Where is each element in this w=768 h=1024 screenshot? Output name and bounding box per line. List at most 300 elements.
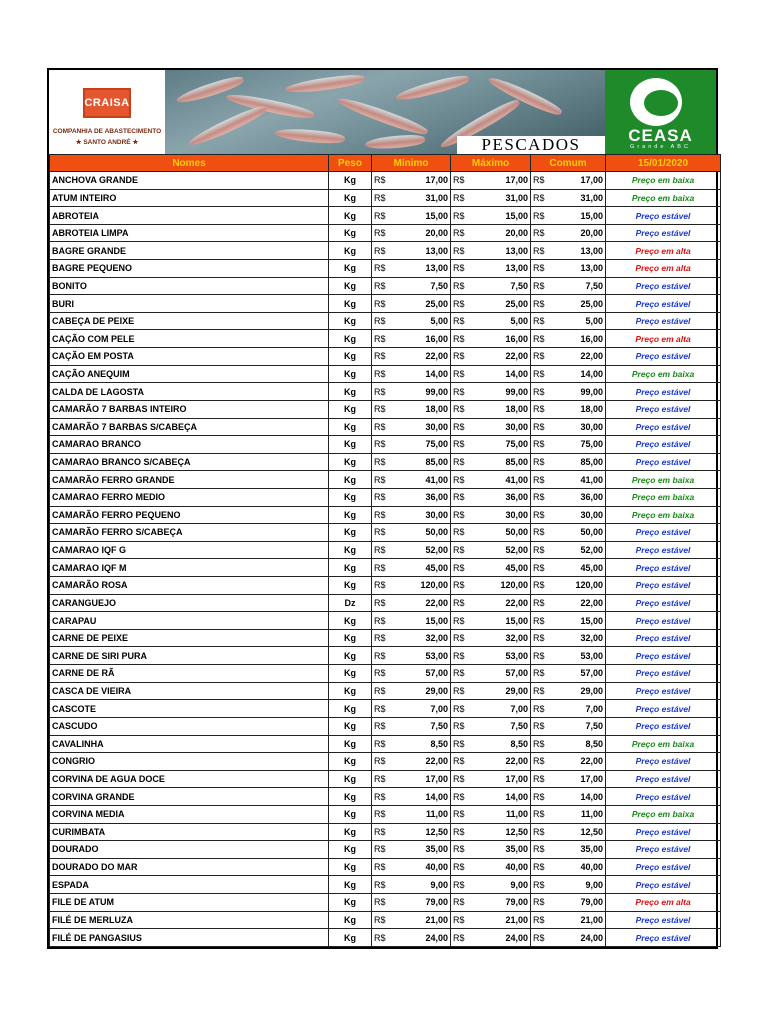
cell-currency: R$ bbox=[372, 312, 388, 330]
cell-peso: Kg bbox=[329, 577, 372, 595]
cell-min: 85,00 bbox=[388, 453, 451, 471]
cell-name: CARANGUEJO bbox=[50, 594, 329, 612]
cell-peso: Kg bbox=[329, 400, 372, 418]
cell-comum: 7,00 bbox=[547, 700, 606, 718]
cell-max: 50,00 bbox=[467, 524, 531, 542]
cell-comum: 52,00 bbox=[547, 541, 606, 559]
cell-max: 79,00 bbox=[467, 893, 531, 911]
cell-currency: R$ bbox=[372, 471, 388, 489]
fish-photo bbox=[165, 70, 605, 154]
table-row bbox=[50, 277, 721, 295]
cell-peso: Kg bbox=[329, 224, 372, 242]
cell-min: 7,50 bbox=[388, 277, 451, 295]
cell-currency: R$ bbox=[451, 400, 467, 418]
cell-currency: R$ bbox=[531, 436, 547, 454]
cell-status: Preço estável bbox=[606, 647, 721, 665]
table-row bbox=[50, 876, 721, 894]
cell-min: 17,00 bbox=[388, 172, 451, 190]
cell-min: 41,00 bbox=[388, 471, 451, 489]
cell-status: Preço estável bbox=[606, 911, 721, 929]
cell-currency: R$ bbox=[451, 277, 467, 295]
cell-currency: R$ bbox=[451, 172, 467, 190]
table-row bbox=[50, 488, 721, 506]
cell-currency: R$ bbox=[451, 735, 467, 753]
cell-name: CABEÇA DE PEIXE bbox=[50, 312, 329, 330]
cell-comum: 7,50 bbox=[547, 717, 606, 735]
cell-name: BAGRE PEQUENO bbox=[50, 260, 329, 278]
cell-currency: R$ bbox=[451, 788, 467, 806]
cell-max: 15,00 bbox=[467, 207, 531, 225]
table-row bbox=[50, 541, 721, 559]
cell-max: 25,00 bbox=[467, 295, 531, 313]
cell-name: CAMARÃO 7 BARBAS S/CABEÇA bbox=[50, 418, 329, 436]
cell-comum: 11,00 bbox=[547, 805, 606, 823]
cell-currency: R$ bbox=[451, 312, 467, 330]
cell-name: BAGRE GRANDE bbox=[50, 242, 329, 260]
cell-currency: R$ bbox=[372, 841, 388, 859]
cell-currency: R$ bbox=[372, 735, 388, 753]
cell-currency: R$ bbox=[531, 629, 547, 647]
cell-currency: R$ bbox=[372, 418, 388, 436]
cell-comum: 21,00 bbox=[547, 911, 606, 929]
cell-currency: R$ bbox=[372, 929, 388, 947]
cell-status: Preço estável bbox=[606, 612, 721, 630]
table-row bbox=[50, 365, 721, 383]
cell-currency: R$ bbox=[372, 453, 388, 471]
cell-name: ABROTEIA bbox=[50, 207, 329, 225]
cell-currency: R$ bbox=[372, 559, 388, 577]
cell-currency: R$ bbox=[451, 524, 467, 542]
cell-currency: R$ bbox=[531, 858, 547, 876]
cell-name: CAMARAO BRANCO bbox=[50, 436, 329, 454]
cell-name: CAMARÃO FERRO GRANDE bbox=[50, 471, 329, 489]
cell-comum: 40,00 bbox=[547, 858, 606, 876]
cell-peso: Kg bbox=[329, 717, 372, 735]
price-sheet bbox=[47, 68, 718, 949]
cell-name: ABROTEIA LIMPA bbox=[50, 224, 329, 242]
cell-max: 99,00 bbox=[467, 383, 531, 401]
col-header-maximo: Máximo bbox=[451, 155, 531, 172]
table-row bbox=[50, 841, 721, 859]
cell-currency: R$ bbox=[372, 594, 388, 612]
table-row bbox=[50, 665, 721, 683]
cell-min: 35,00 bbox=[388, 841, 451, 859]
cell-currency: R$ bbox=[531, 488, 547, 506]
cell-peso: Kg bbox=[329, 172, 372, 190]
cell-min: 30,00 bbox=[388, 418, 451, 436]
cell-max: 52,00 bbox=[467, 541, 531, 559]
table-row bbox=[50, 207, 721, 225]
cell-currency: R$ bbox=[372, 858, 388, 876]
cell-currency: R$ bbox=[372, 876, 388, 894]
cell-status: Preço estável bbox=[606, 841, 721, 859]
cell-status: Preço estável bbox=[606, 207, 721, 225]
cell-currency: R$ bbox=[451, 383, 467, 401]
cell-name: CAMARAO IQF M bbox=[50, 559, 329, 577]
cell-min: 8,50 bbox=[388, 735, 451, 753]
cell-comum: 57,00 bbox=[547, 665, 606, 683]
cell-currency: R$ bbox=[531, 207, 547, 225]
cell-currency: R$ bbox=[372, 383, 388, 401]
cell-currency: R$ bbox=[451, 682, 467, 700]
cell-min: 30,00 bbox=[388, 506, 451, 524]
cell-currency: R$ bbox=[372, 524, 388, 542]
cell-currency: R$ bbox=[451, 471, 467, 489]
cell-currency: R$ bbox=[372, 172, 388, 190]
cell-name: DOURADO bbox=[50, 841, 329, 859]
cell-comum: 12,50 bbox=[547, 823, 606, 841]
cell-currency: R$ bbox=[451, 594, 467, 612]
cell-min: 16,00 bbox=[388, 330, 451, 348]
cell-max: 22,00 bbox=[467, 348, 531, 366]
cell-peso: Kg bbox=[329, 348, 372, 366]
cell-peso: Kg bbox=[329, 453, 372, 471]
cell-min: 14,00 bbox=[388, 365, 451, 383]
cell-currency: R$ bbox=[372, 629, 388, 647]
cell-min: 29,00 bbox=[388, 682, 451, 700]
cell-name: CONGRIO bbox=[50, 753, 329, 771]
cell-status: Preço em baixa bbox=[606, 189, 721, 207]
table-row bbox=[50, 383, 721, 401]
table-row bbox=[50, 805, 721, 823]
cell-status: Preço em baixa bbox=[606, 735, 721, 753]
cell-currency: R$ bbox=[531, 506, 547, 524]
cell-currency: R$ bbox=[372, 717, 388, 735]
cell-status: Preço estável bbox=[606, 770, 721, 788]
cell-comum: 53,00 bbox=[547, 647, 606, 665]
cell-currency: R$ bbox=[531, 665, 547, 683]
cell-currency: R$ bbox=[531, 277, 547, 295]
cell-peso: Kg bbox=[329, 735, 372, 753]
table-header-row bbox=[50, 155, 721, 172]
cell-currency: R$ bbox=[372, 647, 388, 665]
cell-peso: Kg bbox=[329, 418, 372, 436]
cell-currency: R$ bbox=[531, 823, 547, 841]
cell-name: ANCHOVA GRANDE bbox=[50, 172, 329, 190]
cell-peso: Kg bbox=[329, 471, 372, 489]
cell-max: 57,00 bbox=[467, 665, 531, 683]
cell-peso: Kg bbox=[329, 277, 372, 295]
cell-comum: 32,00 bbox=[547, 629, 606, 647]
cell-name: FILÉ DE PANGASIUS bbox=[50, 929, 329, 947]
cell-currency: R$ bbox=[451, 436, 467, 454]
cell-min: 18,00 bbox=[388, 400, 451, 418]
cell-comum: 36,00 bbox=[547, 488, 606, 506]
ceasa-logo-name: CEASA bbox=[628, 126, 693, 145]
cell-min: 40,00 bbox=[388, 858, 451, 876]
cell-currency: R$ bbox=[531, 911, 547, 929]
cell-status: Preço em alta bbox=[606, 893, 721, 911]
cell-peso: Kg bbox=[329, 665, 372, 683]
table-row bbox=[50, 893, 721, 911]
table-row bbox=[50, 559, 721, 577]
cell-comum: 8,50 bbox=[547, 735, 606, 753]
cell-currency: R$ bbox=[451, 893, 467, 911]
cell-max: 53,00 bbox=[467, 647, 531, 665]
table-row bbox=[50, 260, 721, 278]
table-row bbox=[50, 823, 721, 841]
cell-status: Preço em baixa bbox=[606, 805, 721, 823]
cell-status: Preço estável bbox=[606, 594, 721, 612]
cell-currency: R$ bbox=[531, 594, 547, 612]
cell-peso: Kg bbox=[329, 911, 372, 929]
cell-min: 14,00 bbox=[388, 788, 451, 806]
table-row bbox=[50, 524, 721, 542]
cell-currency: R$ bbox=[372, 700, 388, 718]
cell-status: Preço em baixa bbox=[606, 172, 721, 190]
cell-name: FILE DE ATUM bbox=[50, 893, 329, 911]
cell-status: Preço estável bbox=[606, 418, 721, 436]
cell-min: 45,00 bbox=[388, 559, 451, 577]
cell-max: 8,50 bbox=[467, 735, 531, 753]
cell-currency: R$ bbox=[372, 911, 388, 929]
cell-currency: R$ bbox=[372, 436, 388, 454]
cell-comum: 31,00 bbox=[547, 189, 606, 207]
cell-currency: R$ bbox=[451, 858, 467, 876]
cell-currency: R$ bbox=[372, 823, 388, 841]
table-row bbox=[50, 418, 721, 436]
cell-currency: R$ bbox=[451, 418, 467, 436]
cell-name: CORVINA MEDIA bbox=[50, 805, 329, 823]
table-row bbox=[50, 189, 721, 207]
cell-currency: R$ bbox=[451, 506, 467, 524]
cell-comum: 17,00 bbox=[547, 770, 606, 788]
cell-comum: 50,00 bbox=[547, 524, 606, 542]
cell-peso: Kg bbox=[329, 893, 372, 911]
table-row bbox=[50, 788, 721, 806]
cell-peso: Kg bbox=[329, 788, 372, 806]
cell-status: Preço estável bbox=[606, 858, 721, 876]
cell-currency: R$ bbox=[372, 577, 388, 595]
cell-currency: R$ bbox=[372, 788, 388, 806]
cell-status: Preço estável bbox=[606, 700, 721, 718]
cell-currency: R$ bbox=[372, 770, 388, 788]
cell-name: CAMARÃO FERRO S/CABEÇA bbox=[50, 524, 329, 542]
cell-peso: Kg bbox=[329, 700, 372, 718]
cell-peso: Kg bbox=[329, 682, 372, 700]
cell-currency: R$ bbox=[451, 629, 467, 647]
cell-currency: R$ bbox=[531, 577, 547, 595]
cell-status: Preço estável bbox=[606, 224, 721, 242]
cell-peso: Kg bbox=[329, 929, 372, 947]
cell-status: Preço estável bbox=[606, 717, 721, 735]
table-row bbox=[50, 577, 721, 595]
cell-comum: 17,00 bbox=[547, 172, 606, 190]
cell-max: 35,00 bbox=[467, 841, 531, 859]
cell-min: 99,00 bbox=[388, 383, 451, 401]
cell-status: Preço estável bbox=[606, 577, 721, 595]
cell-currency: R$ bbox=[372, 805, 388, 823]
craisa-location: ★ SANTO ANDRÉ ★ bbox=[75, 139, 139, 146]
cell-comum: 13,00 bbox=[547, 242, 606, 260]
cell-name: CAÇÃO EM POSTA bbox=[50, 348, 329, 366]
cell-currency: R$ bbox=[372, 189, 388, 207]
cell-status: Preço estável bbox=[606, 876, 721, 894]
cell-comum: 18,00 bbox=[547, 400, 606, 418]
table-row bbox=[50, 594, 721, 612]
cell-currency: R$ bbox=[372, 330, 388, 348]
cell-currency: R$ bbox=[451, 823, 467, 841]
cell-currency: R$ bbox=[451, 260, 467, 278]
cell-peso: Kg bbox=[329, 524, 372, 542]
cell-currency: R$ bbox=[531, 295, 547, 313]
cell-peso: Kg bbox=[329, 629, 372, 647]
cell-currency: R$ bbox=[531, 647, 547, 665]
cell-currency: R$ bbox=[451, 700, 467, 718]
cell-currency: R$ bbox=[531, 788, 547, 806]
cell-min: 13,00 bbox=[388, 260, 451, 278]
cell-currency: R$ bbox=[451, 559, 467, 577]
cell-max: 30,00 bbox=[467, 506, 531, 524]
cell-status: Preço em alta bbox=[606, 330, 721, 348]
cell-max: 9,00 bbox=[467, 876, 531, 894]
cell-max: 22,00 bbox=[467, 594, 531, 612]
cell-max: 12,50 bbox=[467, 823, 531, 841]
cell-currency: R$ bbox=[372, 348, 388, 366]
cell-peso: Kg bbox=[329, 260, 372, 278]
cell-currency: R$ bbox=[451, 577, 467, 595]
cell-status: Preço estável bbox=[606, 277, 721, 295]
cell-currency: R$ bbox=[531, 893, 547, 911]
cell-status: Preço em baixa bbox=[606, 506, 721, 524]
cell-currency: R$ bbox=[531, 224, 547, 242]
cell-max: 31,00 bbox=[467, 189, 531, 207]
cell-currency: R$ bbox=[531, 400, 547, 418]
cell-max: 21,00 bbox=[467, 911, 531, 929]
cell-max: 20,00 bbox=[467, 224, 531, 242]
cell-currency: R$ bbox=[372, 488, 388, 506]
cell-min: 31,00 bbox=[388, 189, 451, 207]
cell-name: CAMARAO BRANCO S/CABEÇA bbox=[50, 453, 329, 471]
cell-currency: R$ bbox=[531, 242, 547, 260]
cell-name: CARNE DE SIRI PURA bbox=[50, 647, 329, 665]
cell-currency: R$ bbox=[531, 682, 547, 700]
col-header-minimo: Mínimo bbox=[372, 155, 451, 172]
page-title: PESCADOS bbox=[457, 136, 605, 154]
cell-max: 32,00 bbox=[467, 629, 531, 647]
cell-comum: 85,00 bbox=[547, 453, 606, 471]
cell-currency: R$ bbox=[372, 295, 388, 313]
cell-max: 30,00 bbox=[467, 418, 531, 436]
cell-peso: Dz bbox=[329, 594, 372, 612]
cell-status: Preço estável bbox=[606, 524, 721, 542]
cell-peso: Kg bbox=[329, 841, 372, 859]
cell-max: 120,00 bbox=[467, 577, 531, 595]
cell-name: ATUM INTEIRO bbox=[50, 189, 329, 207]
table-row bbox=[50, 172, 721, 190]
cell-name: BURI bbox=[50, 295, 329, 313]
cell-name: CASCA DE VIEIRA bbox=[50, 682, 329, 700]
cell-status: Preço estável bbox=[606, 929, 721, 947]
craisa-logo-name: CRAISA bbox=[84, 97, 130, 109]
table-row bbox=[50, 629, 721, 647]
cell-comum: 9,00 bbox=[547, 876, 606, 894]
cell-max: 41,00 bbox=[467, 471, 531, 489]
cell-status: Preço em alta bbox=[606, 260, 721, 278]
cell-status: Preço estável bbox=[606, 559, 721, 577]
cell-status: Preço estável bbox=[606, 788, 721, 806]
cell-name: FILÉ DE MERLUZA bbox=[50, 911, 329, 929]
table-row bbox=[50, 700, 721, 718]
cell-comum: 14,00 bbox=[547, 365, 606, 383]
cell-comum: 7,50 bbox=[547, 277, 606, 295]
cell-comum: 14,00 bbox=[547, 788, 606, 806]
cell-currency: R$ bbox=[372, 665, 388, 683]
header-banner bbox=[49, 70, 716, 154]
table-row bbox=[50, 647, 721, 665]
table-row bbox=[50, 753, 721, 771]
cell-currency: R$ bbox=[372, 612, 388, 630]
table-row bbox=[50, 436, 721, 454]
cell-status: Preço em baixa bbox=[606, 488, 721, 506]
ceasa-logo bbox=[605, 70, 716, 154]
cell-peso: Kg bbox=[329, 753, 372, 771]
cell-peso: Kg bbox=[329, 823, 372, 841]
cell-peso: Kg bbox=[329, 805, 372, 823]
table-row bbox=[50, 612, 721, 630]
cell-currency: R$ bbox=[372, 753, 388, 771]
cell-max: 5,00 bbox=[467, 312, 531, 330]
cell-comum: 16,00 bbox=[547, 330, 606, 348]
cell-status: Preço estável bbox=[606, 753, 721, 771]
cell-peso: Kg bbox=[329, 858, 372, 876]
cell-max: 17,00 bbox=[467, 770, 531, 788]
cell-currency: R$ bbox=[372, 207, 388, 225]
cell-name: CAVALINHA bbox=[50, 735, 329, 753]
cell-peso: Kg bbox=[329, 330, 372, 348]
cell-currency: R$ bbox=[531, 260, 547, 278]
cell-comum: 5,00 bbox=[547, 312, 606, 330]
cell-status: Preço estável bbox=[606, 453, 721, 471]
cell-currency: R$ bbox=[531, 929, 547, 947]
cell-comum: 22,00 bbox=[547, 348, 606, 366]
cell-status: Preço estável bbox=[606, 665, 721, 683]
cell-peso: Kg bbox=[329, 506, 372, 524]
cell-status: Preço estável bbox=[606, 682, 721, 700]
cell-peso: Kg bbox=[329, 242, 372, 260]
cell-max: 29,00 bbox=[467, 682, 531, 700]
cell-currency: R$ bbox=[451, 876, 467, 894]
cell-status: Preço em baixa bbox=[606, 471, 721, 489]
cell-max: 14,00 bbox=[467, 365, 531, 383]
cell-name: ESPADA bbox=[50, 876, 329, 894]
cell-name: CASCOTE bbox=[50, 700, 329, 718]
cell-currency: R$ bbox=[531, 876, 547, 894]
cell-min: 75,00 bbox=[388, 436, 451, 454]
table-row bbox=[50, 224, 721, 242]
cell-currency: R$ bbox=[451, 770, 467, 788]
cell-comum: 41,00 bbox=[547, 471, 606, 489]
cell-currency: R$ bbox=[451, 841, 467, 859]
cell-min: 25,00 bbox=[388, 295, 451, 313]
cell-status: Preço estável bbox=[606, 400, 721, 418]
cell-currency: R$ bbox=[372, 506, 388, 524]
cell-min: 20,00 bbox=[388, 224, 451, 242]
cell-name: CAÇÃO COM PELE bbox=[50, 330, 329, 348]
table-row bbox=[50, 453, 721, 471]
cell-currency: R$ bbox=[531, 841, 547, 859]
cell-min: 50,00 bbox=[388, 524, 451, 542]
cell-max: 15,00 bbox=[467, 612, 531, 630]
cell-min: 24,00 bbox=[388, 929, 451, 947]
cell-currency: R$ bbox=[451, 929, 467, 947]
table-row bbox=[50, 295, 721, 313]
cell-name: DOURADO DO MAR bbox=[50, 858, 329, 876]
cell-peso: Kg bbox=[329, 207, 372, 225]
table-row bbox=[50, 911, 721, 929]
col-header-comum: Comum bbox=[531, 155, 606, 172]
cell-peso: Kg bbox=[329, 770, 372, 788]
